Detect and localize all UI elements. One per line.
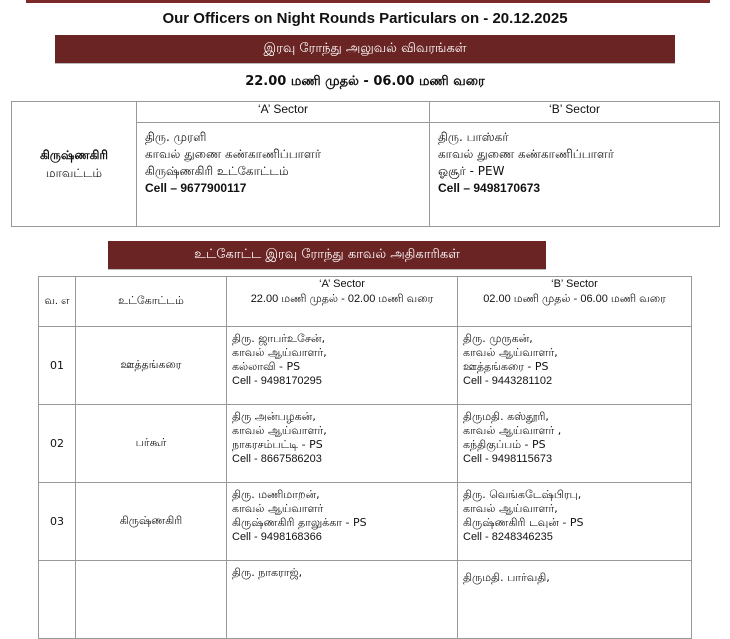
table-row	[39, 405, 692, 483]
officer-name: திருமதி. கஸ்தூரி,	[463, 410, 549, 423]
row-serial	[39, 561, 76, 639]
col-b-sector	[458, 277, 692, 327]
officer-phone: Cell - 8248346235	[463, 531, 553, 543]
officer-name: திரு அன்பழகன்,	[232, 410, 316, 423]
row-subdivision	[76, 561, 227, 639]
b-sector-officer	[458, 483, 692, 561]
officer-name: திரு. மணிமாறன்,	[232, 488, 320, 501]
officer-phone: Cell – 9498170673	[438, 181, 541, 195]
col-serial-label: வ. எ	[44, 295, 70, 307]
row-subdivision: கிருஷ்ணகிரி	[76, 483, 227, 561]
a-sector-officer	[227, 405, 458, 483]
col-a-title: ‘A’ Sector	[319, 278, 365, 290]
table-row	[39, 327, 692, 405]
officer-place: கிருஷ்ணகிரி உட்கோட்டம்	[145, 164, 289, 178]
subdivision-officers-table	[38, 276, 692, 639]
col-serial-number	[39, 277, 76, 327]
a-sector-officer	[227, 483, 458, 561]
col-b-time: 02.00 மணி முதல் - 06.00 மணி வரை	[483, 293, 666, 305]
district-cell	[12, 102, 137, 227]
col-subdivision: உட்கோட்டம்	[76, 277, 227, 327]
officer-designation: காவல் ஆய்வாளர்,	[232, 346, 327, 359]
officer-designation: காவல் ஆய்வாளர்,	[463, 502, 558, 515]
row-subdivision: ஊத்தங்கரை	[76, 327, 227, 405]
officer-station: கிருஷ்ணகிரி டவுன் - PS	[463, 516, 584, 529]
officer-name: திரு. முருகன்,	[463, 332, 533, 345]
col-a-sector	[227, 277, 458, 327]
officer-name: திரு. ஜாபர்உசேன்,	[232, 332, 326, 345]
officer-designation: காவல் துணை கண்காணிப்பாளர்	[438, 147, 615, 161]
row-serial: 03	[39, 483, 76, 561]
officer-phone: Cell – 9677900117	[145, 181, 247, 195]
header-a-sector: ‘A’ Sector	[137, 102, 430, 123]
a-sector-officer	[137, 123, 430, 227]
officer-designation: காவல் ஆய்வாளர்,	[232, 424, 327, 437]
table-row	[39, 483, 692, 561]
officer-phone: Cell - 9443281102	[463, 375, 553, 387]
officer-name: திரு. நாகராஜ்,	[232, 566, 303, 579]
officer-place: ஓசூர் - PEW	[438, 164, 505, 178]
b-sector-officer	[430, 123, 720, 227]
district-name: கிருஷ்ணகிரி	[39, 148, 109, 162]
officer-designation: காவல் ஆய்வாளர் ,	[463, 424, 562, 437]
officer-designation: காவல் துணை கண்காணிப்பாளர்	[145, 147, 322, 161]
row-subdivision: பர்கூர்	[76, 405, 227, 483]
officer-station: ஊத்தங்கரை - PS	[463, 360, 549, 373]
district-officers-table	[11, 101, 720, 227]
officer-phone: Cell - 9498170295	[232, 375, 322, 387]
district-label: மாவட்டம்	[45, 166, 103, 180]
row-serial: 01	[39, 327, 76, 405]
table-row	[39, 561, 692, 639]
officer-name: திருமதி. பார்வதி,	[463, 571, 550, 584]
officer-phone: Cell - 9498168366	[232, 531, 322, 543]
b-sector-officer	[458, 561, 692, 639]
a-sector-officer	[227, 561, 458, 639]
officer-station: நாகரசம்பட்டி - PS	[232, 438, 323, 451]
header-b-sector: ‘B’ Sector	[430, 102, 720, 123]
officer-name: திரு. முரளி	[145, 130, 207, 144]
subdivision-banner: உட்கோட்ட இரவு ரோந்து காவல் அதிகாரிகள்	[108, 241, 546, 269]
a-sector-officer	[227, 327, 458, 405]
officer-phone: Cell - 8667586203	[232, 453, 322, 465]
officer-name: திரு. பாஸ்கர்	[438, 130, 509, 144]
timing-line: 22.00 மணி முதல் - 06.00 மணி வரை	[245, 74, 485, 89]
officer-designation: காவல் ஆய்வாளர்	[232, 502, 324, 515]
col-b-title: ‘B’ Sector	[551, 278, 598, 290]
b-sector-officer	[458, 327, 692, 405]
top-border	[26, 0, 710, 3]
officer-name: திரு. வெங்கடேஷ்பிரபு,	[463, 488, 582, 501]
officer-station: கந்திகுப்பம் - PS	[463, 438, 546, 451]
col-a-time: 22.00 மணி முதல் - 02.00 மணி வரை	[250, 293, 434, 305]
page-title: Our Officers on Night Rounds Particulars on - 20.12.2025	[162, 10, 568, 27]
officer-designation: காவல் ஆய்வாளர்,	[463, 346, 558, 359]
officer-station: கல்லாவி - PS	[232, 360, 301, 373]
officer-phone: Cell - 9498115673	[463, 453, 553, 465]
row-serial: 02	[39, 405, 76, 483]
night-rounds-banner: இரவு ரோந்து அலுவல் விவரங்கள்	[55, 35, 675, 63]
b-sector-officer	[458, 405, 692, 483]
officer-station: கிருஷ்ணகிரி தாலுக்கா - PS	[232, 516, 367, 529]
